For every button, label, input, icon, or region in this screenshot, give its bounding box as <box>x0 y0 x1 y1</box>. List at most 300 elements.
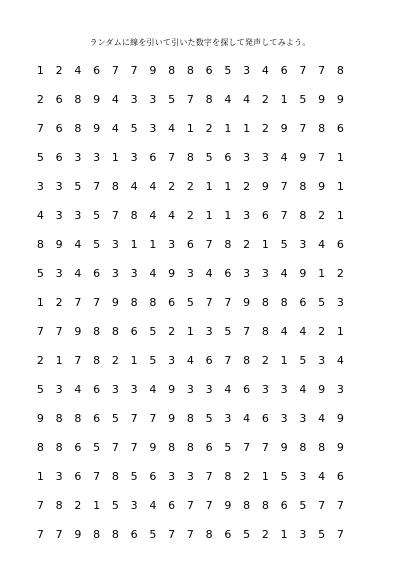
number-cell: 2 <box>318 324 326 338</box>
number-cell: 7 <box>130 63 138 77</box>
number-cell: 1 <box>205 179 213 193</box>
number-cell: 8 <box>36 440 44 454</box>
number-cell: 9 <box>149 440 157 454</box>
number-cell: 7 <box>186 527 194 541</box>
number-row <box>31 491 344 520</box>
number-cell: 6 <box>186 237 194 251</box>
number-cell: 1 <box>336 324 344 338</box>
number-cell: 9 <box>318 92 326 106</box>
number-cell: 1 <box>224 208 232 222</box>
number-cell: 9 <box>243 295 251 309</box>
number-cell: 2 <box>261 353 269 367</box>
number-cell: 2 <box>205 121 213 135</box>
number-cell: 5 <box>130 121 138 135</box>
number-cell: 8 <box>318 440 326 454</box>
number-cell: 6 <box>130 324 138 338</box>
number-cell: 5 <box>93 440 101 454</box>
number-cell: 6 <box>299 295 307 309</box>
number-cell: 8 <box>243 353 251 367</box>
number-cell: 6 <box>55 92 63 106</box>
number-cell: 5 <box>168 92 176 106</box>
number-row <box>31 172 344 201</box>
number-cell: 5 <box>36 382 44 396</box>
number-cell: 7 <box>243 324 251 338</box>
number-cell: 9 <box>168 411 176 425</box>
number-cell: 8 <box>130 295 138 309</box>
number-cell: 8 <box>299 208 307 222</box>
number-cell: 1 <box>205 208 213 222</box>
number-cell: 9 <box>299 150 307 164</box>
number-cell: 9 <box>111 295 119 309</box>
number-cell: 3 <box>168 353 176 367</box>
number-cell: 3 <box>280 411 288 425</box>
number-cell: 1 <box>280 353 288 367</box>
number-cell: 7 <box>168 150 176 164</box>
number-cell: 9 <box>93 121 101 135</box>
number-cell: 8 <box>318 121 326 135</box>
number-cell: 8 <box>205 92 213 106</box>
number-cell: 3 <box>336 295 344 309</box>
number-cell: 4 <box>149 179 157 193</box>
number-cell: 4 <box>186 353 194 367</box>
number-cell: 3 <box>336 382 344 396</box>
number-row <box>31 433 344 462</box>
number-cell: 9 <box>280 121 288 135</box>
number-cell: 5 <box>299 498 307 512</box>
number-cell: 4 <box>280 150 288 164</box>
number-cell: 2 <box>74 498 82 512</box>
number-cell: 3 <box>149 92 157 106</box>
number-cell: 6 <box>224 266 232 280</box>
number-cell: 7 <box>149 411 157 425</box>
number-cell: 6 <box>205 63 213 77</box>
number-cell: 1 <box>243 121 251 135</box>
number-cell: 7 <box>224 353 232 367</box>
number-cell: 2 <box>55 63 63 77</box>
number-cell: 9 <box>93 92 101 106</box>
number-cell: 8 <box>74 411 82 425</box>
number-cell: 7 <box>93 295 101 309</box>
number-cell: 3 <box>261 150 269 164</box>
number-cell: 5 <box>224 63 232 77</box>
number-cell: 4 <box>318 411 326 425</box>
number-cell: 5 <box>130 469 138 483</box>
number-cell: 8 <box>55 411 63 425</box>
number-row <box>31 317 344 346</box>
number-cell: 1 <box>36 469 44 483</box>
number-cell: 4 <box>336 353 344 367</box>
number-cell: 7 <box>205 237 213 251</box>
number-cell: 1 <box>36 63 44 77</box>
number-cell: 6 <box>243 382 251 396</box>
number-cell: 9 <box>55 237 63 251</box>
number-cell: 3 <box>299 527 307 541</box>
number-cell: 9 <box>168 382 176 396</box>
number-cell: 5 <box>224 324 232 338</box>
number-cell: 8 <box>280 295 288 309</box>
number-cell: 3 <box>280 382 288 396</box>
number-cell: 9 <box>336 92 344 106</box>
number-cell: 8 <box>55 498 63 512</box>
instruction-text: ランダムに線を引いて引いた数字を探して発声してみよう。 <box>89 38 311 47</box>
number-cell: 6 <box>261 208 269 222</box>
number-cell: 6 <box>149 150 157 164</box>
number-cell: 4 <box>318 469 326 483</box>
number-cell: 7 <box>93 469 101 483</box>
number-cell: 1 <box>261 469 269 483</box>
number-cell: 6 <box>168 498 176 512</box>
number-cell: 7 <box>205 498 213 512</box>
number-cell: 5 <box>205 150 213 164</box>
number-cell: 7 <box>130 411 138 425</box>
number-cell: 8 <box>261 324 269 338</box>
number-cell: 3 <box>168 237 176 251</box>
number-cell: 8 <box>93 527 101 541</box>
number-cell: 6 <box>224 150 232 164</box>
number-cell: 9 <box>224 498 232 512</box>
number-cell: 8 <box>111 179 119 193</box>
number-cell: 3 <box>130 498 138 512</box>
number-cell: 3 <box>299 469 307 483</box>
number-cell: 7 <box>299 121 307 135</box>
number-cell: 9 <box>336 440 344 454</box>
number-cell: 3 <box>299 237 307 251</box>
number-cell: 6 <box>336 121 344 135</box>
number-cell: 7 <box>205 295 213 309</box>
number-cell: 3 <box>130 92 138 106</box>
number-cell: 7 <box>336 498 344 512</box>
number-cell: 6 <box>55 150 63 164</box>
number-cell: 3 <box>299 411 307 425</box>
number-cell: 5 <box>111 498 119 512</box>
number-cell: 1 <box>280 527 288 541</box>
number-cell: 5 <box>149 527 157 541</box>
number-cell: 2 <box>261 92 269 106</box>
number-cell: 8 <box>93 353 101 367</box>
number-row <box>31 259 344 288</box>
number-cell: 8 <box>111 527 119 541</box>
number-cell: 9 <box>318 382 326 396</box>
number-cell: 3 <box>243 63 251 77</box>
number-cell: 2 <box>111 353 119 367</box>
number-cell: 7 <box>186 92 194 106</box>
number-cell: 8 <box>55 440 63 454</box>
number-cell: 7 <box>55 527 63 541</box>
number-cell: 8 <box>149 295 157 309</box>
number-cell: 9 <box>318 179 326 193</box>
number-cell: 7 <box>111 63 119 77</box>
number-row <box>31 346 344 375</box>
number-cell: 5 <box>205 411 213 425</box>
number-cell: 1 <box>261 237 269 251</box>
number-cell: 2 <box>318 208 326 222</box>
number-cell: 8 <box>299 440 307 454</box>
number-cell: 1 <box>224 121 232 135</box>
number-cell: 9 <box>261 179 269 193</box>
number-cell: 6 <box>224 527 232 541</box>
number-cell: 5 <box>318 295 326 309</box>
number-cell: 6 <box>149 469 157 483</box>
number-cell: 6 <box>74 440 82 454</box>
number-cell: 7 <box>318 150 326 164</box>
number-cell: 8 <box>74 121 82 135</box>
number-cell: 5 <box>93 208 101 222</box>
number-cell: 2 <box>168 179 176 193</box>
number-row <box>31 201 344 230</box>
number-cell: 1 <box>149 237 157 251</box>
number-cell: 3 <box>205 382 213 396</box>
number-cell: 3 <box>130 150 138 164</box>
number-cell: 3 <box>243 208 251 222</box>
number-cell: 7 <box>261 440 269 454</box>
number-cell: 4 <box>74 266 82 280</box>
number-cell: 7 <box>168 527 176 541</box>
number-cell: 7 <box>74 353 82 367</box>
number-cell: 4 <box>74 63 82 77</box>
number-cell: 4 <box>111 92 119 106</box>
number-row <box>31 85 344 114</box>
number-cell: 8 <box>261 498 269 512</box>
number-cell: 7 <box>186 498 194 512</box>
number-cell: 4 <box>149 498 157 512</box>
number-cell: 7 <box>111 208 119 222</box>
number-cell: 5 <box>74 179 82 193</box>
number-cell: 1 <box>336 150 344 164</box>
number-cell: 6 <box>93 63 101 77</box>
number-cell: 8 <box>224 469 232 483</box>
number-cell: 4 <box>243 92 251 106</box>
number-cell: 2 <box>243 237 251 251</box>
number-cell: 4 <box>224 382 232 396</box>
number-cell: 7 <box>205 469 213 483</box>
number-cell: 3 <box>261 266 269 280</box>
number-cell: 4 <box>299 382 307 396</box>
number-cell: 8 <box>168 63 176 77</box>
number-cell: 7 <box>36 527 44 541</box>
number-cell: 8 <box>336 63 344 77</box>
number-cell: 5 <box>149 353 157 367</box>
number-cell: 9 <box>74 324 82 338</box>
number-cell: 4 <box>261 63 269 77</box>
number-cell: 1 <box>186 324 194 338</box>
number-cell: 8 <box>224 237 232 251</box>
number-cell: 1 <box>111 150 119 164</box>
number-cell: 3 <box>111 266 119 280</box>
number-cell: 9 <box>336 411 344 425</box>
number-cell: 2 <box>243 469 251 483</box>
number-cell: 8 <box>186 150 194 164</box>
number-cell: 6 <box>93 266 101 280</box>
number-row <box>31 404 344 433</box>
number-cell: 3 <box>74 150 82 164</box>
number-cell: 1 <box>93 498 101 512</box>
number-cell: 8 <box>186 440 194 454</box>
number-cell: 8 <box>205 527 213 541</box>
number-cell: 4 <box>130 179 138 193</box>
number-cell: 2 <box>336 266 344 280</box>
number-cell: 5 <box>186 295 194 309</box>
number-cell: 5 <box>224 440 232 454</box>
number-cell: 1 <box>186 121 194 135</box>
number-cell: 3 <box>130 266 138 280</box>
number-cell: 3 <box>55 208 63 222</box>
number-cell: 2 <box>55 295 63 309</box>
number-cell: 7 <box>74 295 82 309</box>
number-row <box>31 114 344 143</box>
number-cell: 8 <box>168 440 176 454</box>
number-cell: 6 <box>336 237 344 251</box>
number-cell: 1 <box>130 353 138 367</box>
number-cell: 2 <box>168 324 176 338</box>
number-cell: 4 <box>168 121 176 135</box>
number-row <box>31 520 344 549</box>
number-cell: 3 <box>55 382 63 396</box>
number-cell: 2 <box>243 179 251 193</box>
number-cell: 6 <box>205 353 213 367</box>
number-row <box>31 462 344 491</box>
number-cell: 7 <box>55 324 63 338</box>
number-cell: 5 <box>36 266 44 280</box>
number-cell: 1 <box>280 92 288 106</box>
number-cell: 8 <box>261 295 269 309</box>
number-cell: 2 <box>36 92 44 106</box>
number-row <box>31 143 344 172</box>
number-cell: 7 <box>318 498 326 512</box>
number-cell: 3 <box>186 266 194 280</box>
number-cell: 1 <box>336 179 344 193</box>
number-cell: 9 <box>168 266 176 280</box>
number-cell: 5 <box>280 469 288 483</box>
number-cell: 8 <box>74 92 82 106</box>
number-cell: 8 <box>111 324 119 338</box>
number-cell: 4 <box>149 266 157 280</box>
number-cell: 4 <box>74 382 82 396</box>
number-cell: 8 <box>186 411 194 425</box>
number-cell: 4 <box>318 237 326 251</box>
number-cell: 7 <box>336 527 344 541</box>
number-cell: 3 <box>224 411 232 425</box>
number-cell: 6 <box>280 498 288 512</box>
number-cell: 7 <box>318 63 326 77</box>
number-cell: 4 <box>205 266 213 280</box>
number-cell: 3 <box>205 324 213 338</box>
number-cell: 5 <box>149 324 157 338</box>
number-cell: 7 <box>243 440 251 454</box>
number-cell: 8 <box>243 498 251 512</box>
number-cell: 7 <box>36 121 44 135</box>
number-cell: 5 <box>243 527 251 541</box>
number-cell: 7 <box>224 295 232 309</box>
number-cell: 6 <box>55 121 63 135</box>
number-cell: 7 <box>280 179 288 193</box>
number-cell: 4 <box>280 324 288 338</box>
number-cell: 6 <box>205 440 213 454</box>
number-cell: 3 <box>186 382 194 396</box>
number-row <box>31 375 344 404</box>
number-cell: 8 <box>111 469 119 483</box>
number-cell: 9 <box>299 266 307 280</box>
number-cell: 3 <box>111 382 119 396</box>
number-cell: 6 <box>168 295 176 309</box>
number-row <box>31 288 344 317</box>
number-cell: 5 <box>280 237 288 251</box>
number-cell: 3 <box>243 150 251 164</box>
number-cell: 6 <box>93 411 101 425</box>
number-cell: 4 <box>149 208 157 222</box>
number-cell: 5 <box>36 150 44 164</box>
number-cell: 4 <box>168 208 176 222</box>
number-cell: 5 <box>299 353 307 367</box>
number-cell: 9 <box>149 63 157 77</box>
number-row <box>31 56 344 85</box>
number-cell: 9 <box>36 411 44 425</box>
number-cell: 6 <box>336 469 344 483</box>
number-cell: 4 <box>74 237 82 251</box>
number-cell: 2 <box>186 179 194 193</box>
number-cell: 5 <box>318 527 326 541</box>
number-cell: 4 <box>149 382 157 396</box>
number-cell: 3 <box>93 150 101 164</box>
number-cell: 3 <box>318 353 326 367</box>
number-cell: 7 <box>111 440 119 454</box>
number-cell: 3 <box>74 208 82 222</box>
number-cell: 7 <box>36 498 44 512</box>
number-cell: 3 <box>130 382 138 396</box>
number-cell: 8 <box>186 63 194 77</box>
number-cell: 2 <box>261 121 269 135</box>
number-cell: 4 <box>280 266 288 280</box>
number-cell: 9 <box>280 440 288 454</box>
number-cell: 3 <box>261 382 269 396</box>
number-cell: 1 <box>55 353 63 367</box>
number-row <box>31 230 344 259</box>
number-cell: 3 <box>243 266 251 280</box>
number-cell: 1 <box>224 179 232 193</box>
number-cell: 5 <box>299 92 307 106</box>
number-cell: 2 <box>186 208 194 222</box>
number-cell: 1 <box>36 295 44 309</box>
number-cell: 7 <box>130 440 138 454</box>
number-cell: 4 <box>299 324 307 338</box>
number-cell: 1 <box>130 237 138 251</box>
number-cell: 3 <box>55 469 63 483</box>
number-cell: 3 <box>186 469 194 483</box>
number-cell: 3 <box>36 179 44 193</box>
number-cell: 6 <box>93 382 101 396</box>
number-cell: 3 <box>168 469 176 483</box>
number-cell: 6 <box>130 527 138 541</box>
number-cell: 1 <box>318 266 326 280</box>
number-cell: 6 <box>261 411 269 425</box>
number-cell: 6 <box>74 469 82 483</box>
number-cell: 4 <box>111 121 119 135</box>
number-cell: 8 <box>299 179 307 193</box>
number-cell: 7 <box>93 179 101 193</box>
number-cell: 3 <box>149 121 157 135</box>
number-cell: 9 <box>74 527 82 541</box>
number-cell: 2 <box>261 527 269 541</box>
number-cell: 7 <box>280 208 288 222</box>
number-cell: 6 <box>280 63 288 77</box>
number-cell: 2 <box>36 353 44 367</box>
number-cell: 3 <box>111 237 119 251</box>
number-cell: 1 <box>336 208 344 222</box>
number-cell: 8 <box>36 237 44 251</box>
number-cell: 5 <box>111 411 119 425</box>
number-cell: 7 <box>299 63 307 77</box>
number-cell: 3 <box>55 266 63 280</box>
number-cell: 4 <box>224 92 232 106</box>
